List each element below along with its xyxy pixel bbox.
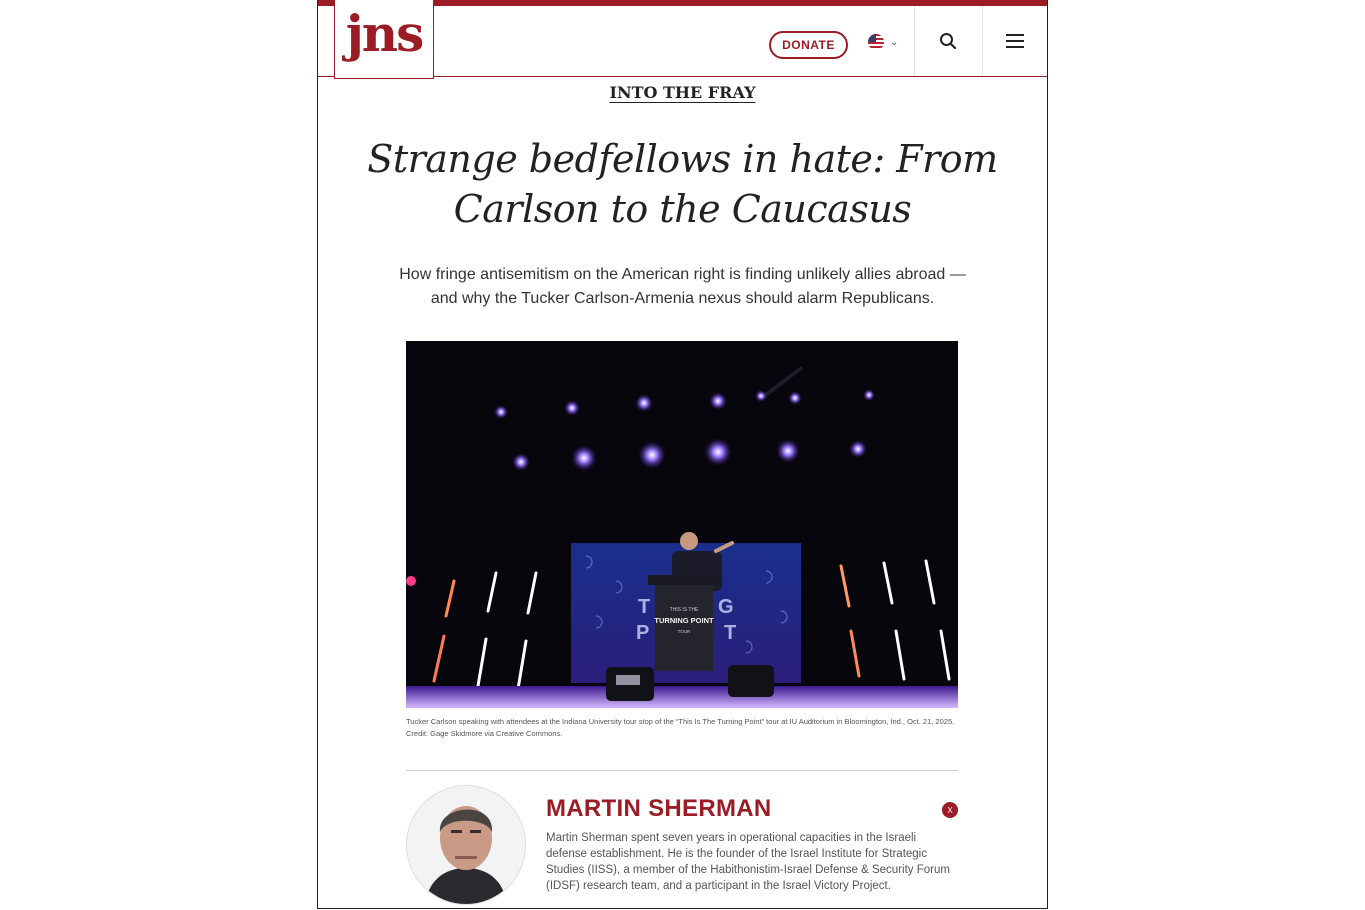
menu-button[interactable]	[983, 6, 1047, 76]
author-bio: Martin Sherman spent seven years in operational capacities in the Israeli defense establishment. He is the founder of the Israel Institute for Strategic Studies (IISS), a member of the Habithonistim-Israel Defense & Security Forum (IDSF) research team, and a participant in the Israel Victory Project.	[546, 832, 950, 892]
image-caption: Tucker Carlson speaking with attendees at the Indiana University tour stop of the “This Is The Turning Point” tour at IU Auditorium in Bloomington, Ind., Oct. 21, 2025. Credit: Gage Skidmore via Creative Commons.	[406, 717, 955, 738]
author-name[interactable]: MARTIN SHERMAN	[546, 795, 772, 822]
language-selector[interactable]	[868, 32, 908, 52]
x-social-icon: X	[947, 805, 953, 815]
svg-text:T: T	[638, 596, 651, 618]
stage-floor	[406, 686, 958, 708]
x-social-button[interactable]	[942, 802, 958, 818]
section-link[interactable]: INTO THE FRAY	[609, 83, 756, 102]
svg-text:G: G	[718, 596, 734, 618]
article-dek: How fringe antisemitism on the American right is finding unlikely allies abroad —and why the Tucker Carlson-Armenia nexus should alarm Republicans.	[399, 266, 966, 307]
donate-button[interactable]: DONATE	[769, 31, 848, 59]
chevron-down-icon: ⌄	[890, 36, 899, 48]
author-divider	[406, 770, 958, 771]
hero-image	[406, 341, 958, 708]
author-avatar	[406, 785, 526, 905]
search-button[interactable]	[915, 6, 981, 76]
hamburger-menu-icon	[1005, 33, 1025, 49]
section-kicker	[318, 83, 1047, 102]
stage-chair	[728, 665, 774, 697]
svg-text:T: T	[724, 622, 737, 644]
author-portrait	[407, 786, 525, 904]
page-frame	[317, 0, 1048, 909]
svg-text:TOUR: TOUR	[677, 629, 691, 634]
us-flag-icon	[868, 34, 884, 50]
svg-text:P: P	[636, 622, 650, 644]
site-logo[interactable]	[334, 0, 434, 79]
svg-text:THIS IS THE: THIS IS THE	[669, 607, 699, 613]
article-headline: Strange bedfellows in hate: From Carlson to the Caucasus	[367, 137, 998, 231]
stage-photo	[406, 341, 958, 708]
search-icon	[939, 32, 957, 50]
svg-text:TURNING POINT: TURNING POINT	[654, 616, 714, 625]
logo-wordmark: jns	[345, 3, 423, 63]
podium	[655, 585, 713, 671]
